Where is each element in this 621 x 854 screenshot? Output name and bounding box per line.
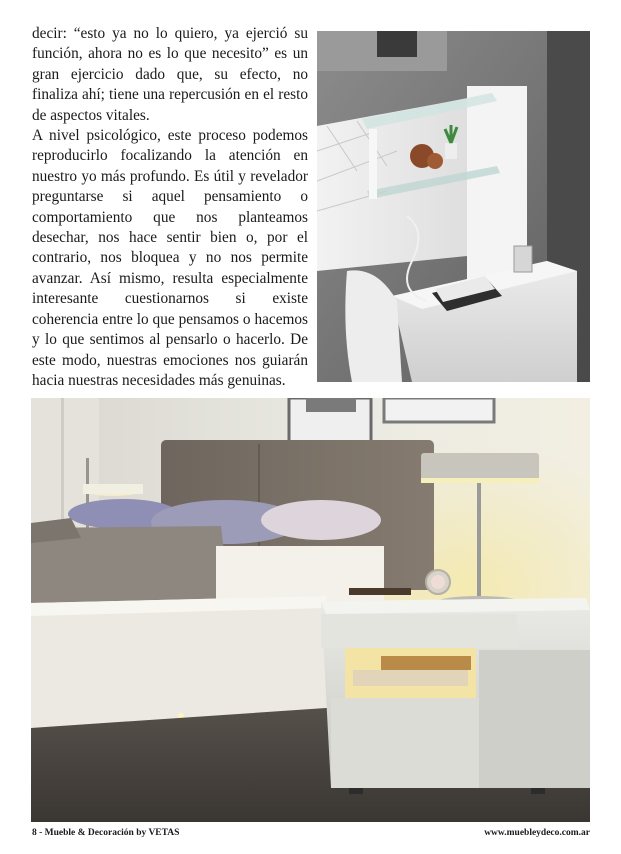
nightstand-glass-shelf-photo	[317, 31, 590, 382]
article-paragraph-1: decir: “esto ya no lo quiero, ya ejerció su función, ahora no es lo que necesito” es un gran ejercicio dado que, su efecto, no finaliza ahí; tiene una repercusión en el resto de aspectos vitales.	[32, 25, 308, 124]
bedroom-nightstand-lamp-photo	[31, 398, 590, 822]
footer-website: www.muebleydeco.com.ar	[484, 828, 590, 838]
article-paragraph-2: A nivel psicológico, este proceso podemos reproducirlo focalizando la atención en nuestro yo más profundo. Es útil y revelador preguntarse si aquel pensamiento o comportamiento que nos planteamos desechar, nos hace sentir bien o, por el contrario, nos bloquea y no nos permite avanzar. Así mismo, resulta especialmente interesante cuestionarnos si existe coherencia entre lo que pensamos o hacemos y lo que sentimos al pensarlo o hacerlo. De este modo, nuestras emociones nos guiarán hacia nuestras necesidades más genuinas.	[32, 127, 308, 389]
footer-page-credit: 8 - Mueble & Decoración by VETAS	[32, 828, 180, 838]
article-text-column	[32, 24, 308, 391]
